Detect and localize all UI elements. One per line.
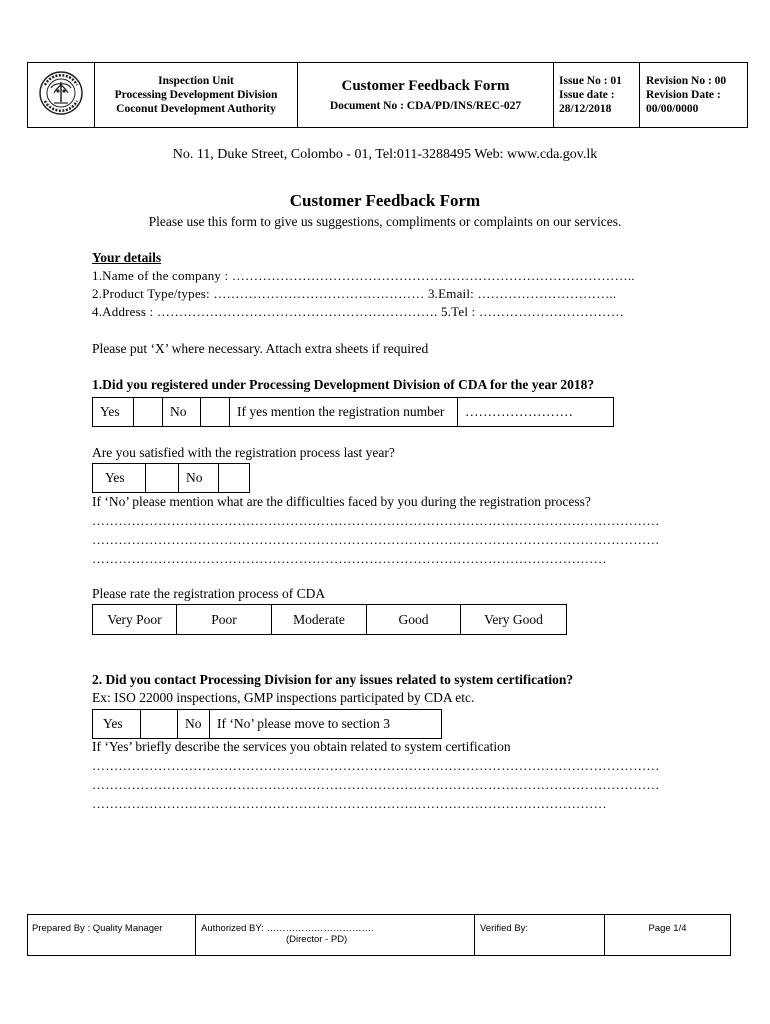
- address-tel-field[interactable]: 4.Address : ………………………………………………………. 5.Tel : ……………………………: [92, 304, 625, 319]
- q1-mention-label: If yes mention the registration number: [230, 398, 458, 427]
- q2-describe-label: If ‘Yes’ briefly describe the services you obtain related to system certification: [92, 739, 511, 754]
- footer-verified-by: Verified By:: [475, 915, 605, 956]
- q2-answer-line-1[interactable]: …………………………………………………………………………………………………………………: [92, 758, 660, 773]
- footer-prepared-by: Prepared By : Quality Manager: [28, 915, 196, 956]
- q2-answer-line-3[interactable]: ………………………………………………………………………………………………………: [92, 796, 607, 811]
- q1b-answer-line-2[interactable]: …………………………………………………………………………………………………………………: [92, 532, 660, 547]
- q2-yes-checkbox[interactable]: [141, 710, 178, 739]
- footer-authorized-by: Authorized BY: …………………………….: [201, 923, 374, 934]
- unit-line-2: Processing Development Division: [114, 89, 278, 101]
- intro-text: Please use this form to give us suggestions, compliments or complaints on our services.: [148, 214, 622, 229]
- q1b-answer-line-1[interactable]: …………………………………………………………………………………………………………………: [92, 513, 660, 528]
- rating-very-poor[interactable]: Very Poor: [93, 605, 177, 635]
- unit-line-3: Coconut Development Authority: [116, 103, 276, 115]
- logo-cell: [28, 63, 95, 128]
- revision-date-label: Revision Date :: [646, 89, 721, 101]
- q1-no-label: No: [163, 398, 201, 427]
- page-title: Customer Feedback Form: [289, 191, 481, 210]
- q2-answer-line-2[interactable]: …………………………………………………………………………………………………………………: [92, 777, 660, 792]
- q1-answer-table: [92, 397, 614, 427]
- q1-yes-label: Yes: [93, 398, 134, 427]
- cda-seal-logo: [37, 69, 85, 117]
- issue-date: 28/12/2018: [559, 103, 612, 115]
- issue-cell: [554, 63, 640, 128]
- revision-date: 00/00/0000: [646, 103, 699, 115]
- unit-line-1: Inspection Unit: [158, 75, 234, 87]
- q1b-question: Are you satisfied with the registration process last year?: [92, 445, 395, 460]
- document-header-table: [27, 62, 748, 128]
- q2-question: 2. Did you contact Processing Division for any issues related to system certification?: [92, 672, 574, 687]
- instruction-text: Please put ‘X’ where necessary. Attach extra sheets if required: [92, 341, 429, 356]
- rating-moderate[interactable]: Moderate: [272, 605, 367, 635]
- footer-authorized-cell: [196, 915, 475, 956]
- footer-page-number: Page 1/4: [605, 915, 731, 956]
- q1b-no-label: No: [179, 464, 219, 493]
- footer-authorized-title: (Director - PD): [286, 934, 348, 945]
- unit-name-cell: [95, 63, 298, 128]
- q1b-no-checkbox[interactable]: [219, 464, 250, 493]
- q1b-difficulties-label: If ‘No’ please mention what are the difficulties faced by you during the registration process?: [92, 494, 591, 509]
- company-name-field[interactable]: 1.Name of the company : ………………………………………………………………………………..: [92, 268, 635, 283]
- address-line: No. 11, Duke Street, Colombo - 01, Tel:011-3288495 Web: www.cda.gov.lk: [172, 147, 598, 162]
- q1-registration-number-field[interactable]: ……………………: [458, 398, 614, 427]
- q2-yes-label: Yes: [93, 710, 141, 739]
- issue-no: Issue No : 01: [559, 75, 622, 87]
- document-footer-table: [27, 914, 731, 956]
- issue-date-label: Issue date :: [559, 89, 615, 101]
- document-number: Document No : CDA/PD/INS/REC-027: [329, 100, 522, 112]
- q2-answer-table: [92, 709, 442, 739]
- q2-no-label: No: [178, 710, 210, 739]
- q1b-answer-line-3[interactable]: ………………………………………………………………………………………………………: [92, 551, 607, 566]
- product-email-field[interactable]: 2.Product Type/types: ………………………………………… 3.Email: …………………………..: [92, 286, 617, 301]
- revision-no: Revision No : 00: [646, 75, 727, 87]
- your-details-heading: Your details: [92, 250, 162, 265]
- q1b-answer-table: [92, 463, 250, 493]
- q2-example: Ex: ISO 22000 inspections, GMP inspections participated by CDA etc.: [92, 690, 475, 705]
- rating-poor[interactable]: Poor: [177, 605, 272, 635]
- q1-no-checkbox[interactable]: [201, 398, 230, 427]
- q1-question: 1.Did you registered under Processing Development Division of CDA for the year 2018?: [92, 377, 595, 392]
- rating-label: Please rate the registration process of CDA: [92, 586, 326, 601]
- header-form-title: Customer Feedback Form: [341, 78, 510, 94]
- revision-cell: [640, 63, 748, 128]
- rating-good[interactable]: Good: [367, 605, 461, 635]
- rating-very-good[interactable]: Very Good: [461, 605, 567, 635]
- q2-note: If ‘No’ please move to section 3: [210, 710, 442, 739]
- form-title-cell: [298, 63, 554, 128]
- q1-yes-checkbox[interactable]: [134, 398, 163, 427]
- q1b-yes-label: Yes: [93, 464, 146, 493]
- q1b-yes-checkbox[interactable]: [146, 464, 179, 493]
- rating-table: [92, 604, 567, 635]
